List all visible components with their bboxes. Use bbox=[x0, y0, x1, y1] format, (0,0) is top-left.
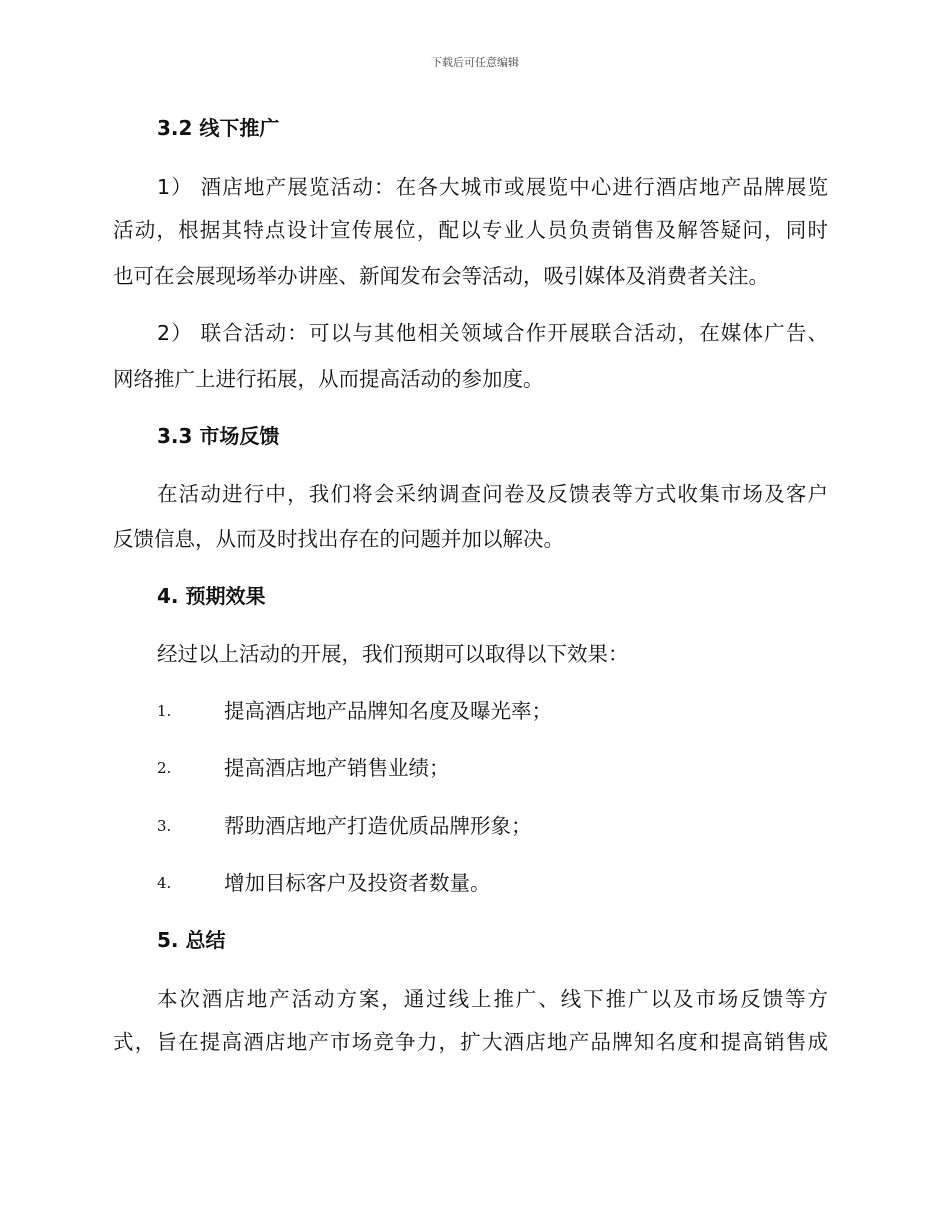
section-heading-3-3: 3.3 市场反馈 bbox=[157, 424, 280, 448]
paragraph-line: 网络推广上进行拓展，从而提高活动的参加度。 bbox=[113, 367, 544, 391]
list-item-number: 3. bbox=[157, 817, 172, 835]
paragraph-line: 本次酒店地产活动方案，通过线上推广、线下推广以及市场反馈等方 bbox=[157, 987, 828, 1011]
paragraph-line: 活动，根据其特点设计宣传展位，配以专业人员负责销售及解答疑问，同时 bbox=[113, 218, 828, 242]
list-item-number: 1. bbox=[157, 702, 172, 720]
section-heading-5: 5. 总结 bbox=[157, 928, 226, 952]
list-item-number: 2. bbox=[157, 759, 172, 777]
paragraph-line: 在活动进行中，我们将会采纳调查问卷及反馈表等方式收集市场及客户 bbox=[157, 482, 828, 506]
page-header: 下载后可任意编辑 bbox=[431, 56, 519, 69]
paragraph-line: 也可在会展现场举办讲座、新闻发布会等活动，吸引媒体及消费者关注。 bbox=[113, 264, 769, 288]
paragraph-line: 式，旨在提高酒店地产市场竞争力，扩大酒店地产品牌知名度和提高销售成 bbox=[113, 1030, 828, 1054]
paragraph-line: 1） 酒店地产展览活动：在各大城市或展览中心进行酒店地产品牌展览 bbox=[157, 175, 828, 199]
list-item-text: 提高酒店地产品牌知名度及曝光率； bbox=[224, 699, 552, 723]
section-heading-4: 4. 预期效果 bbox=[157, 584, 266, 608]
list-item-text: 帮助酒店地产打造优质品牌形象； bbox=[224, 814, 532, 838]
paragraph-line: 经过以上活动的开展，我们预期可以取得以下效果： bbox=[157, 642, 629, 666]
paragraph-line: 2） 联合活动：可以与其他相关领域合作开展联合活动，在媒体广告、 bbox=[157, 321, 828, 345]
list-item-text: 增加目标客户及投资者数量。 bbox=[224, 871, 491, 895]
list-item-number: 4. bbox=[157, 874, 172, 892]
section-heading-3-2: 3.2 线下推广 bbox=[157, 116, 280, 140]
list-item-text: 提高酒店地产销售业绩； bbox=[224, 756, 450, 780]
paragraph-line: 反馈信息，从而及时找出存在的问题并加以解决。 bbox=[113, 527, 564, 551]
